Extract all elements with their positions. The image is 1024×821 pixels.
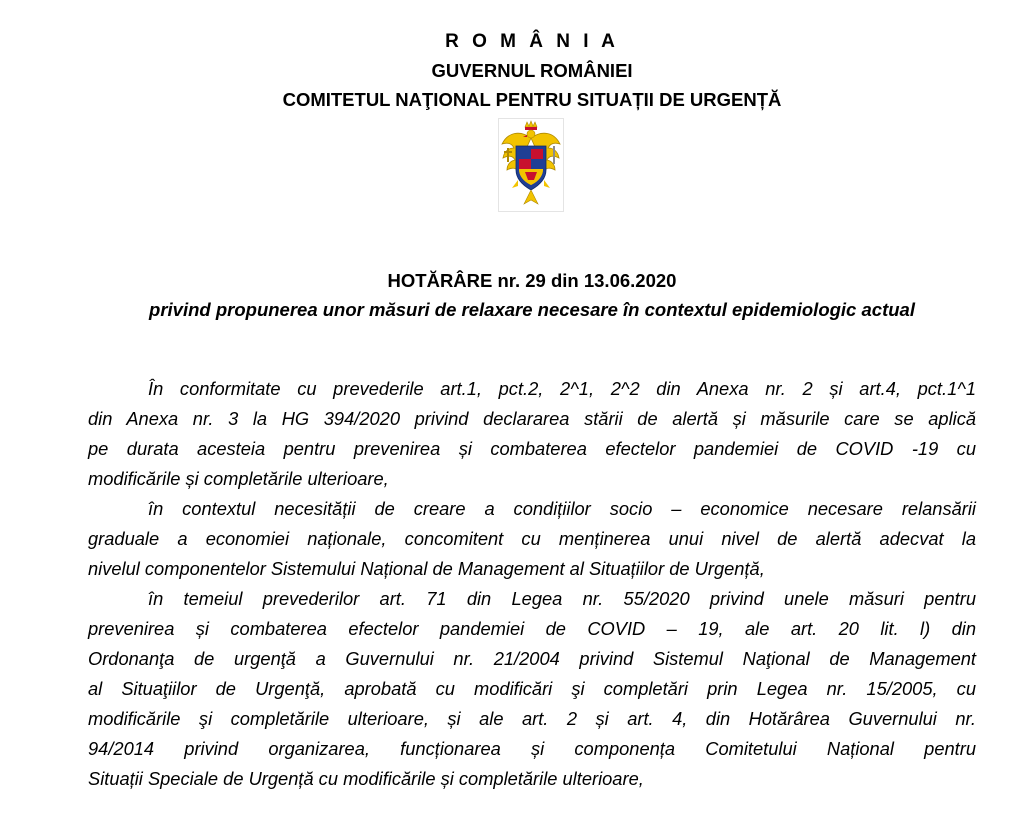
body-line: Ordonanţa de urgenţă a Guvernului nr. 21/2004 privind Sistemul Naţional de Management <box>88 648 976 669</box>
decision-subtitle: privind propunerea unor măsuri de relaxare necesare în contextul epidemiologic actual <box>149 299 915 320</box>
body-line: nivelul componentelor Sistemului Național de Management al Situațiilor de Urgență, <box>88 558 765 579</box>
body-line: graduale a economiei naționale, concomitent cu menținerea unui nivel de alertă adecvat la <box>88 528 976 549</box>
body-line: În conformitate cu prevederile art.1, pct.2, 2^1, 2^2 din Anexa nr. 2 și art.4, pct.1^1 <box>148 378 976 399</box>
body-line: al Situaţiilor de Urgenţă, aprobată cu modificări şi completări prin Legea nr. 15/2005, cu <box>88 678 976 699</box>
romania-coat-of-arms-icon <box>498 118 564 212</box>
decision-title: HOTĂRÂRE nr. 29 din 13.06.2020 <box>387 270 677 291</box>
body-line: 94/2014 privind organizarea, funcționarea și componența Comitetului Național pentru <box>88 738 976 759</box>
body-line: Situații Speciale de Urgență cu modificările și completările ulterioare, <box>88 768 644 789</box>
country-heading: R O M Â N I A <box>445 31 619 52</box>
government-heading: GUVERNUL ROMÂNIEI <box>431 60 633 81</box>
body-line: în contextul necesității de creare a condițiilor socio – economice necesare relansării <box>148 498 976 519</box>
committee-heading: COMITETUL NAŢIONAL PENTRU SITUAȚII DE URGENȚĂ <box>282 89 782 110</box>
body-line: din Anexa nr. 3 la HG 394/2020 privind declararea stării de alertă și măsurile care se aplică <box>88 408 976 429</box>
body-line: în temeiul prevederilor art. 71 din Legea nr. 55/2020 privind unele măsuri pentru <box>148 588 976 609</box>
body-line: pe durata acesteia pentru prevenirea și combaterea efectelor pandemiei de COVID -19 cu <box>88 438 976 459</box>
body-line: prevenirea și combaterea efectelor pandemiei de COVID – 19, ale art. 20 lit. l) din <box>88 618 976 639</box>
body-line: modificările şi completările ulterioare, și ale art. 2 și art. 4, din Hotărârea Guvernului nr. <box>88 708 976 729</box>
body-line: modificările și completările ulterioare, <box>88 468 389 489</box>
